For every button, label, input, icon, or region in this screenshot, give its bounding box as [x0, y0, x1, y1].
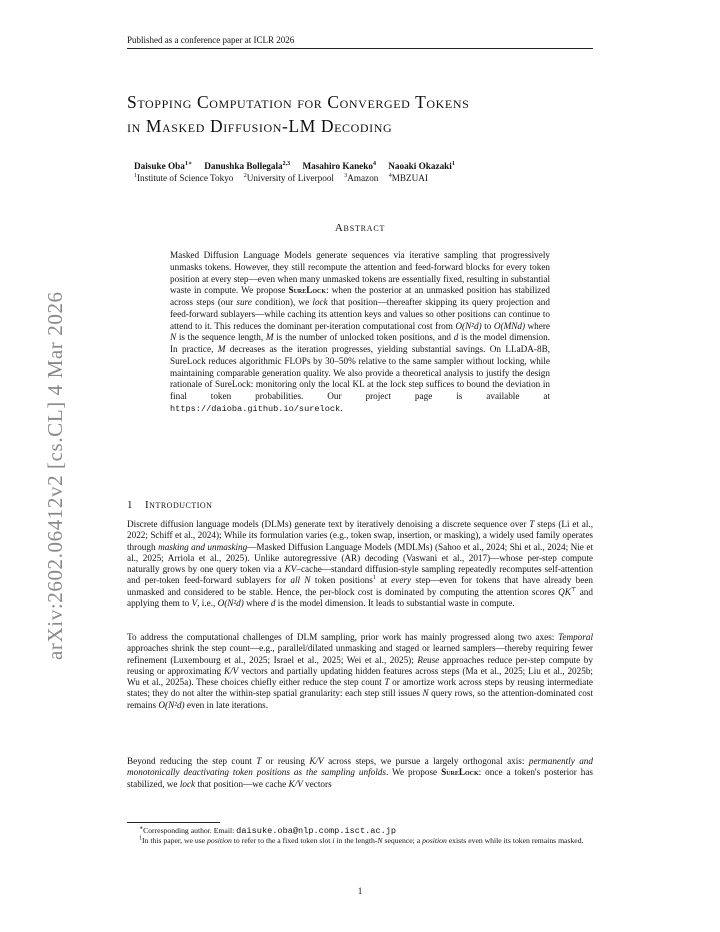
footnote-marker[interactable]: 1: [372, 575, 376, 582]
paper-title: [127, 90, 607, 138]
page-number: 1: [357, 886, 363, 896]
author: Masahiro Kaneko$^4$: [302, 160, 376, 171]
intro-paragraph-3: Beyond reducing the step count T or reusing K/V across steps, we pursue a largely orthogonal axis: permanently and monotonically deactivating token positions as the sampling unfolds. We propose SureLock: once a token's posterior has stabilized, we lock that position—we cache K/V vectors: [127, 756, 593, 789]
affiliation: $^4$MBZUAI: [388, 172, 428, 183]
affiliation-list: [134, 173, 436, 183]
author: Danushka Bollegala$^{2,3}$: [204, 160, 291, 171]
footnote-rule: [127, 822, 220, 823]
section-number: 1: [127, 499, 133, 511]
footnote-corresponding-author: ∗Corresponding author. Email: daisuke.oba@nlp.comp.isct.ac.jp: [139, 825, 397, 836]
running-head: Published as a conference paper at ICLR 2026: [127, 35, 593, 49]
abstract-heading: Abstract: [334, 222, 386, 234]
title-line-2: in Masked Diffusion-LM Decoding: [127, 116, 393, 136]
affiliation: $^1$Institute of Science Tokyo: [134, 172, 234, 183]
arxiv-identifier: arXiv:2602.06412v2 [cs.CL] 4 Mar 2026: [43, 291, 67, 660]
abstract-body: Masked Diffusion Language Models generate sequences via iterative sampling that progressively unmasks tokens. However, they still recompute the attention and feed-forward blocks for every token position at every step—even when many unmasked tokens are essentially fixed, resulting in substantial waste in compute. We propose SureLock: when the posterior at an unmasked position has stabilized across steps (our sure condition), we lock that position—thereafter skipping its query projection and feed-forward sublayers—while caching its attention keys and values so other positions can continue to attend to it. This reduces the dominant per-iteration computational cost from O(N²d) to O(MNd) where N is the sequence length, M is the number of unlocked token positions, and d is the model dimension. In practice, M decreases as the iteration progresses, yielding substantial savings. On LLaDA-8B, SureLock reduces algorithmic FLOPs by 30–50% relative to the same sampler without locking, while maintaining comparable generation quality. We also provide a theoretical analysis to justify the design rationale of SureLock: monitoring only the local KL at the lock step suffices to bound the deviation in final token probabilities. Our project page is available at https://daioba.github.io/surelock.: [170, 250, 550, 414]
email-link[interactable]: daisuke.oba@nlp.comp.isct.ac.jp: [236, 826, 397, 836]
section-heading: [127, 499, 212, 511]
section-title: Introduction: [145, 499, 213, 511]
math: O(MNd): [493, 320, 526, 331]
intro-paragraph-2: To address the computational challenges of DLM sampling, prior work has mainly progressed along two axes: Temporal approaches shrink the step count—e.g., parallel/dilated unmasking and staged or learned samplers—thereby requiring fewer refinement (Luxembourg et al., 2025; Israel et al., 2025; Wei et al., 2025); Reuse approaches reduce per-step compute by reusing or approximating K/V vectors and partially updating hidden features across steps (Ma et al., 2025; Liu et al., 2025b; Wu et al., 2025a). These choices chiefly either reduce the step count T or amortize work across steps by reusing intermediate states; they do not alter the within-step spatial granularity: each step still issues N query rows, so the attention-dominated cost remains O(N²d) even in late iterations.: [127, 632, 593, 710]
author-list: [134, 161, 465, 171]
method-name: SureLock: [288, 285, 327, 296]
affiliation: $^3$Amazon: [344, 172, 379, 183]
author: Naoaki Okazaki$^1$: [388, 160, 455, 171]
footnote-1: $^1$In this paper, we use position to refer to the a fixed token slot i in the length-N sequence; a position exists even while its token remains masked.: [139, 835, 584, 845]
author: Daisuke Oba$^{1∗}$: [134, 160, 192, 171]
title-line-1: Stopping Computation for Converged Tokens: [127, 92, 470, 112]
footnotes: [127, 826, 593, 846]
method-name: SureLock: [441, 767, 479, 778]
intro-paragraph-1: Discrete diffusion language models (DLMs) generate text by iteratively denoising a discrete sequence over T steps (Li et al., 2022; Schiff et al., 2024); While its formulation varies (e.g., token swap, insertion, or masking), a widely used family operates through masking and unmasking—Masked Diffusion Language Models (MDLMs) (Sahoo et al., 2024; Shi et al., 2024; Nie et al., 2025; Arriola et al., 2025). Unlike autoregressive (AR) decoding (Vaswani et al., 2017)—whose per-step compute naturally grows by one query token via a KV–cache—standard diffusion-style sampling repeatedly recomputes self-attention and per-token feed-forward sublayers for all N token positions$^1$ at every step—even for tokens that have already been unmasked and considered to be stable. Hence, the per-block cost is dominated by computing the attention scores QK⊤ and applying them to V, i.e., O(N²d) where d is the model dimension. It leads to substantial waste in compute.: [127, 519, 594, 609]
affiliation: $^2$University of Liverpool: [243, 172, 334, 183]
project-url-link[interactable]: https://daioba.github.io/surelock: [170, 403, 341, 414]
math: O(N²d): [455, 320, 482, 331]
